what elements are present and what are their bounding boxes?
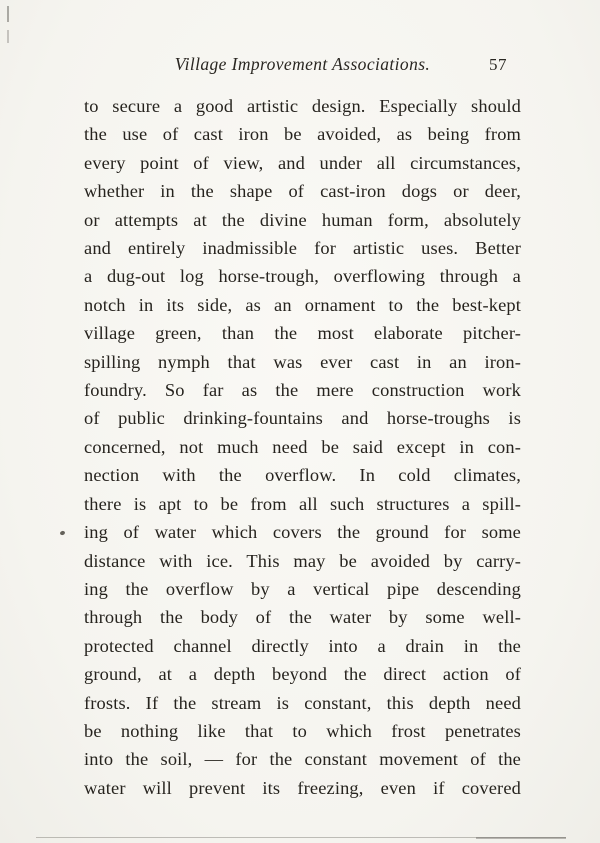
text-line: a dug-out log horse-trough, overflowing through a bbox=[84, 266, 521, 287]
text-line: whether in the shape of cast-iron dogs or deer, bbox=[84, 181, 521, 202]
page-number: 57 bbox=[489, 55, 507, 74]
text-line: the use of cast iron be avoided, as being from bbox=[84, 124, 521, 145]
text-line: water will prevent its freezing, even if covered bbox=[84, 777, 521, 798]
scan-artifact-baseline-dark bbox=[476, 837, 566, 839]
text-line: of public drinking-fountains and horse-troughs is bbox=[84, 408, 521, 429]
text-line: or attempts at the divine human form, absolutely bbox=[84, 209, 521, 230]
text-line: notch in its side, as an ornament to the best-kept bbox=[84, 294, 521, 315]
text-line: ing the overflow by a vertical pipe descending bbox=[84, 578, 521, 599]
text-line: distance with ice. This may be avoided by carry- bbox=[84, 550, 521, 571]
text-line: and entirely inadmissible for artistic uses. Better bbox=[84, 238, 521, 259]
text-line: every point of view, and under all circumstances, bbox=[84, 152, 521, 173]
text-line: through the body of the water by some well- bbox=[84, 607, 521, 628]
scan-artifact-tick bbox=[7, 6, 9, 22]
text-line: frosts. If the stream is constant, this depth need bbox=[84, 692, 521, 713]
scan-artifact-tick bbox=[7, 30, 9, 43]
text-line: there is apt to be from all such structures a spill- bbox=[84, 493, 521, 514]
text-line: ing of water which covers the ground for some bbox=[84, 522, 521, 543]
text-line: into the soil, — for the constant movement of the bbox=[84, 749, 521, 770]
text-line: protected channel directly into a drain in the bbox=[84, 635, 521, 656]
text-line: foundry. So far as the mere construction work bbox=[84, 380, 521, 401]
text-line: to secure a good artistic design. Especially should bbox=[84, 96, 521, 116]
text-line: nection with the overflow. In cold climates, bbox=[84, 465, 521, 486]
margin-dot-mark bbox=[59, 530, 65, 535]
running-head bbox=[84, 54, 521, 80]
text-line: spilling nymph that was ever cast in an iron- bbox=[84, 351, 521, 372]
text-line: village green, than the most elaborate pitcher- bbox=[84, 323, 521, 344]
running-head-title: Village Improvement Associations. bbox=[174, 54, 431, 74]
page-body bbox=[84, 92, 521, 802]
text-line: ground, at a depth beyond the direct action of bbox=[84, 664, 521, 685]
text-line: be nothing like that to which frost penetrates bbox=[84, 720, 521, 741]
text-line: concerned, not much need be said except in con- bbox=[84, 436, 521, 457]
